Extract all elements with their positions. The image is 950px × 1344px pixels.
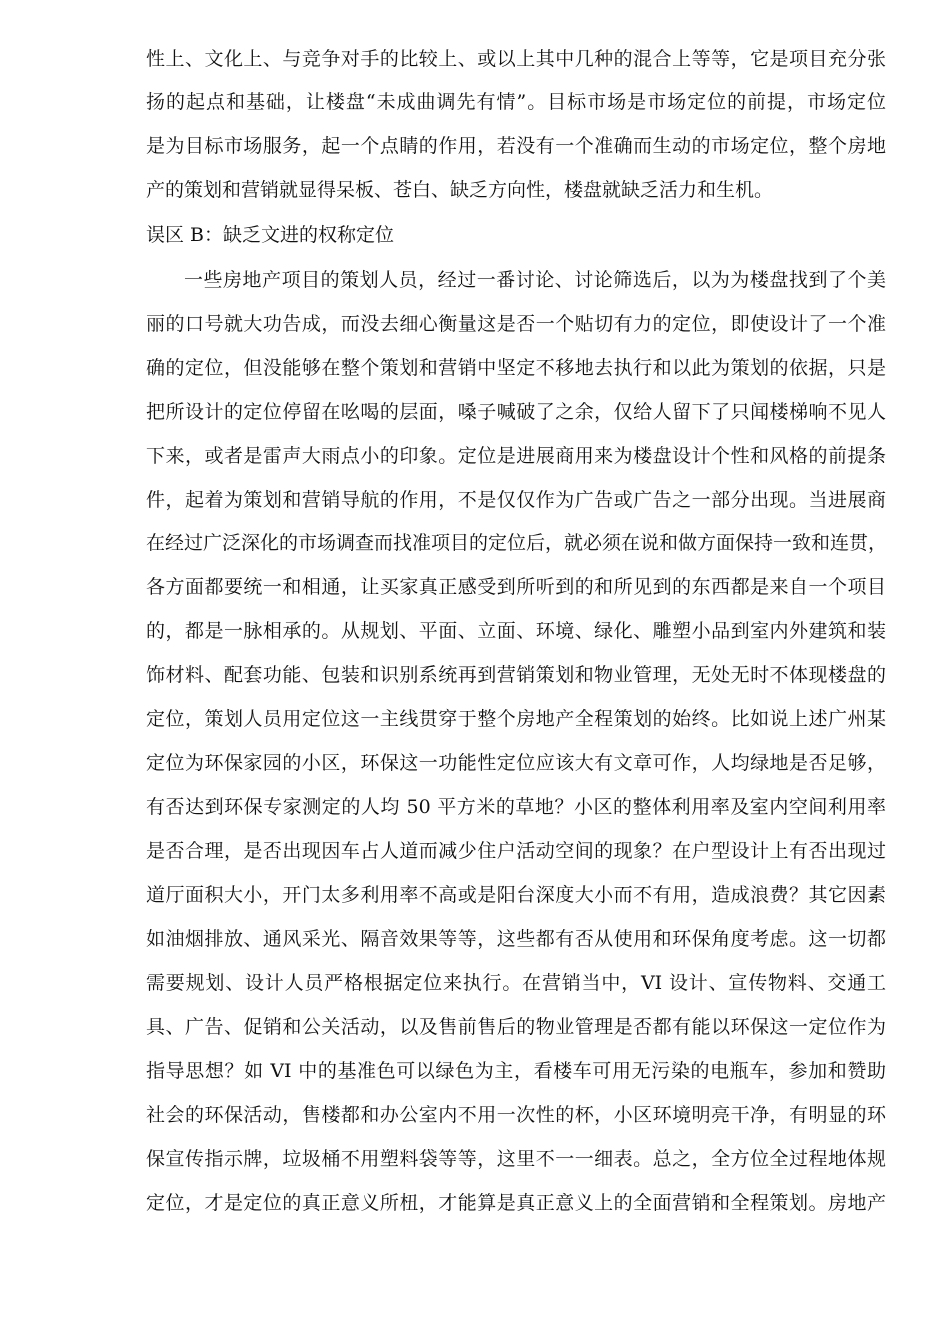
text-line: 道厅面积大小，开门太多利用率不高或是阳台深度大小而不有用，造成浪费？其它因素 [146,884,886,906]
text-line: 是否合理，是否出现因车占人道而减少住户活动空间的现象？在户型设计上有否出现过 [146,840,886,862]
text-line: 性上、文化上、与竞争对手的比较上、或以上其中几种的混合上等等，它是项目充分张 [146,48,886,70]
text-line: 需要规划、设计人员严格根据定位来执行。在营销当中，VI 设计、宣传物料、交通工 [146,972,886,994]
text-line: 扬的起点和基础，让楼盘“未成曲调先有情”。目标市场是市场定位的前提，市场定位 [146,91,886,113]
text-line: 定位为环保家园的小区，环保这一功能性定位应该大有文章可作，人均绿地是否足够， [146,752,886,774]
text-line: 一些房地产项目的策划人员，经过一番讨论、讨论筛选后，以为为楼盘找到了个美 [184,269,886,291]
text-line: 下来，或者是雷声大雨点小的印象。定位是进展商用来为楼盘设计个性和风格的前提条 [146,445,886,467]
text-line: 件，起着为策划和营销导航的作用，不是仅仅作为广告或广告之一部分出现。当进展商 [146,489,886,511]
text-line: 有否达到环保专家测定的人均 50 平方米的草地？小区的整体利用率及室内空间利用率 [146,796,886,818]
text-line: 确的定位，但没能够在整个策划和营销中坚定不移地去执行和以此为策划的依据，只是 [146,357,886,379]
text-line: 把所设计的定位停留在吆喝的层面，嗓子喊破了之余，仅给人留下了只闻楼梯响不见人 [146,401,886,423]
text-line: 指导思想？如 VI 中的基准色可以绿色为主，看楼车可用无污染的电瓶车，参加和赞助 [146,1060,886,1082]
text-line: 是为目标市场服务，起一个点睛的作用，若没有一个准确而生动的市场定位，整个房地 [146,135,886,157]
text-line: 各方面都要统一和相通，让买家真正感受到所听到的和所见到的东西都是来自一个项目 [146,576,886,598]
text-line: 如油烟排放、通风采光、隔音效果等等，这些都有否从使用和环保角度考虑。这一切都 [146,928,886,950]
text-line: 产的策划和营销就显得呆板、苍白、缺乏方向性，楼盘就缺乏活力和生机。 [146,179,774,201]
section-heading: 误区 B：缺乏文进的权称定位 [146,224,395,246]
text-line: 保宣传指示牌，垃圾桶不用塑料袋等等，这里不一一细表。总之，全方位全过程地体规 [146,1148,886,1170]
text-line: 具、广告、促销和公关活动，以及售前售后的物业管理是否都有能以环保这一定位作为 [146,1016,886,1038]
text-line: 在经过广泛深化的市场调查而找准项目的定位后，就必须在说和做方面保持一致和连贯， [146,532,888,554]
text-line: 的，都是一脉相承的。从规划、平面、立面、环境、绿化、雕塑小品到室内外建筑和装 [146,620,886,642]
text-line: 丽的口号就大功告成，而没去细心衡量这是否一个贴切有力的定位，即使设计了一个准 [146,313,886,335]
text-line: 饰材料、配套功能、包装和识别系统再到营销策划和物业管理，无处无时不体现楼盘的 [146,664,886,686]
text-line: 定位，才是定位的真正意义所杻，才能算是真正意义上的全面营销和全程策划。房地产 [146,1192,886,1214]
text-line: 社会的环保活动，售楼都和办公室内不用一次性的杯，小区环境明亮干净，有明显的环 [146,1104,886,1126]
text-line: 定位，策划人员用定位这一主线贯穿于整个房地产全程策划的始终。比如说上述广州某 [146,708,886,730]
